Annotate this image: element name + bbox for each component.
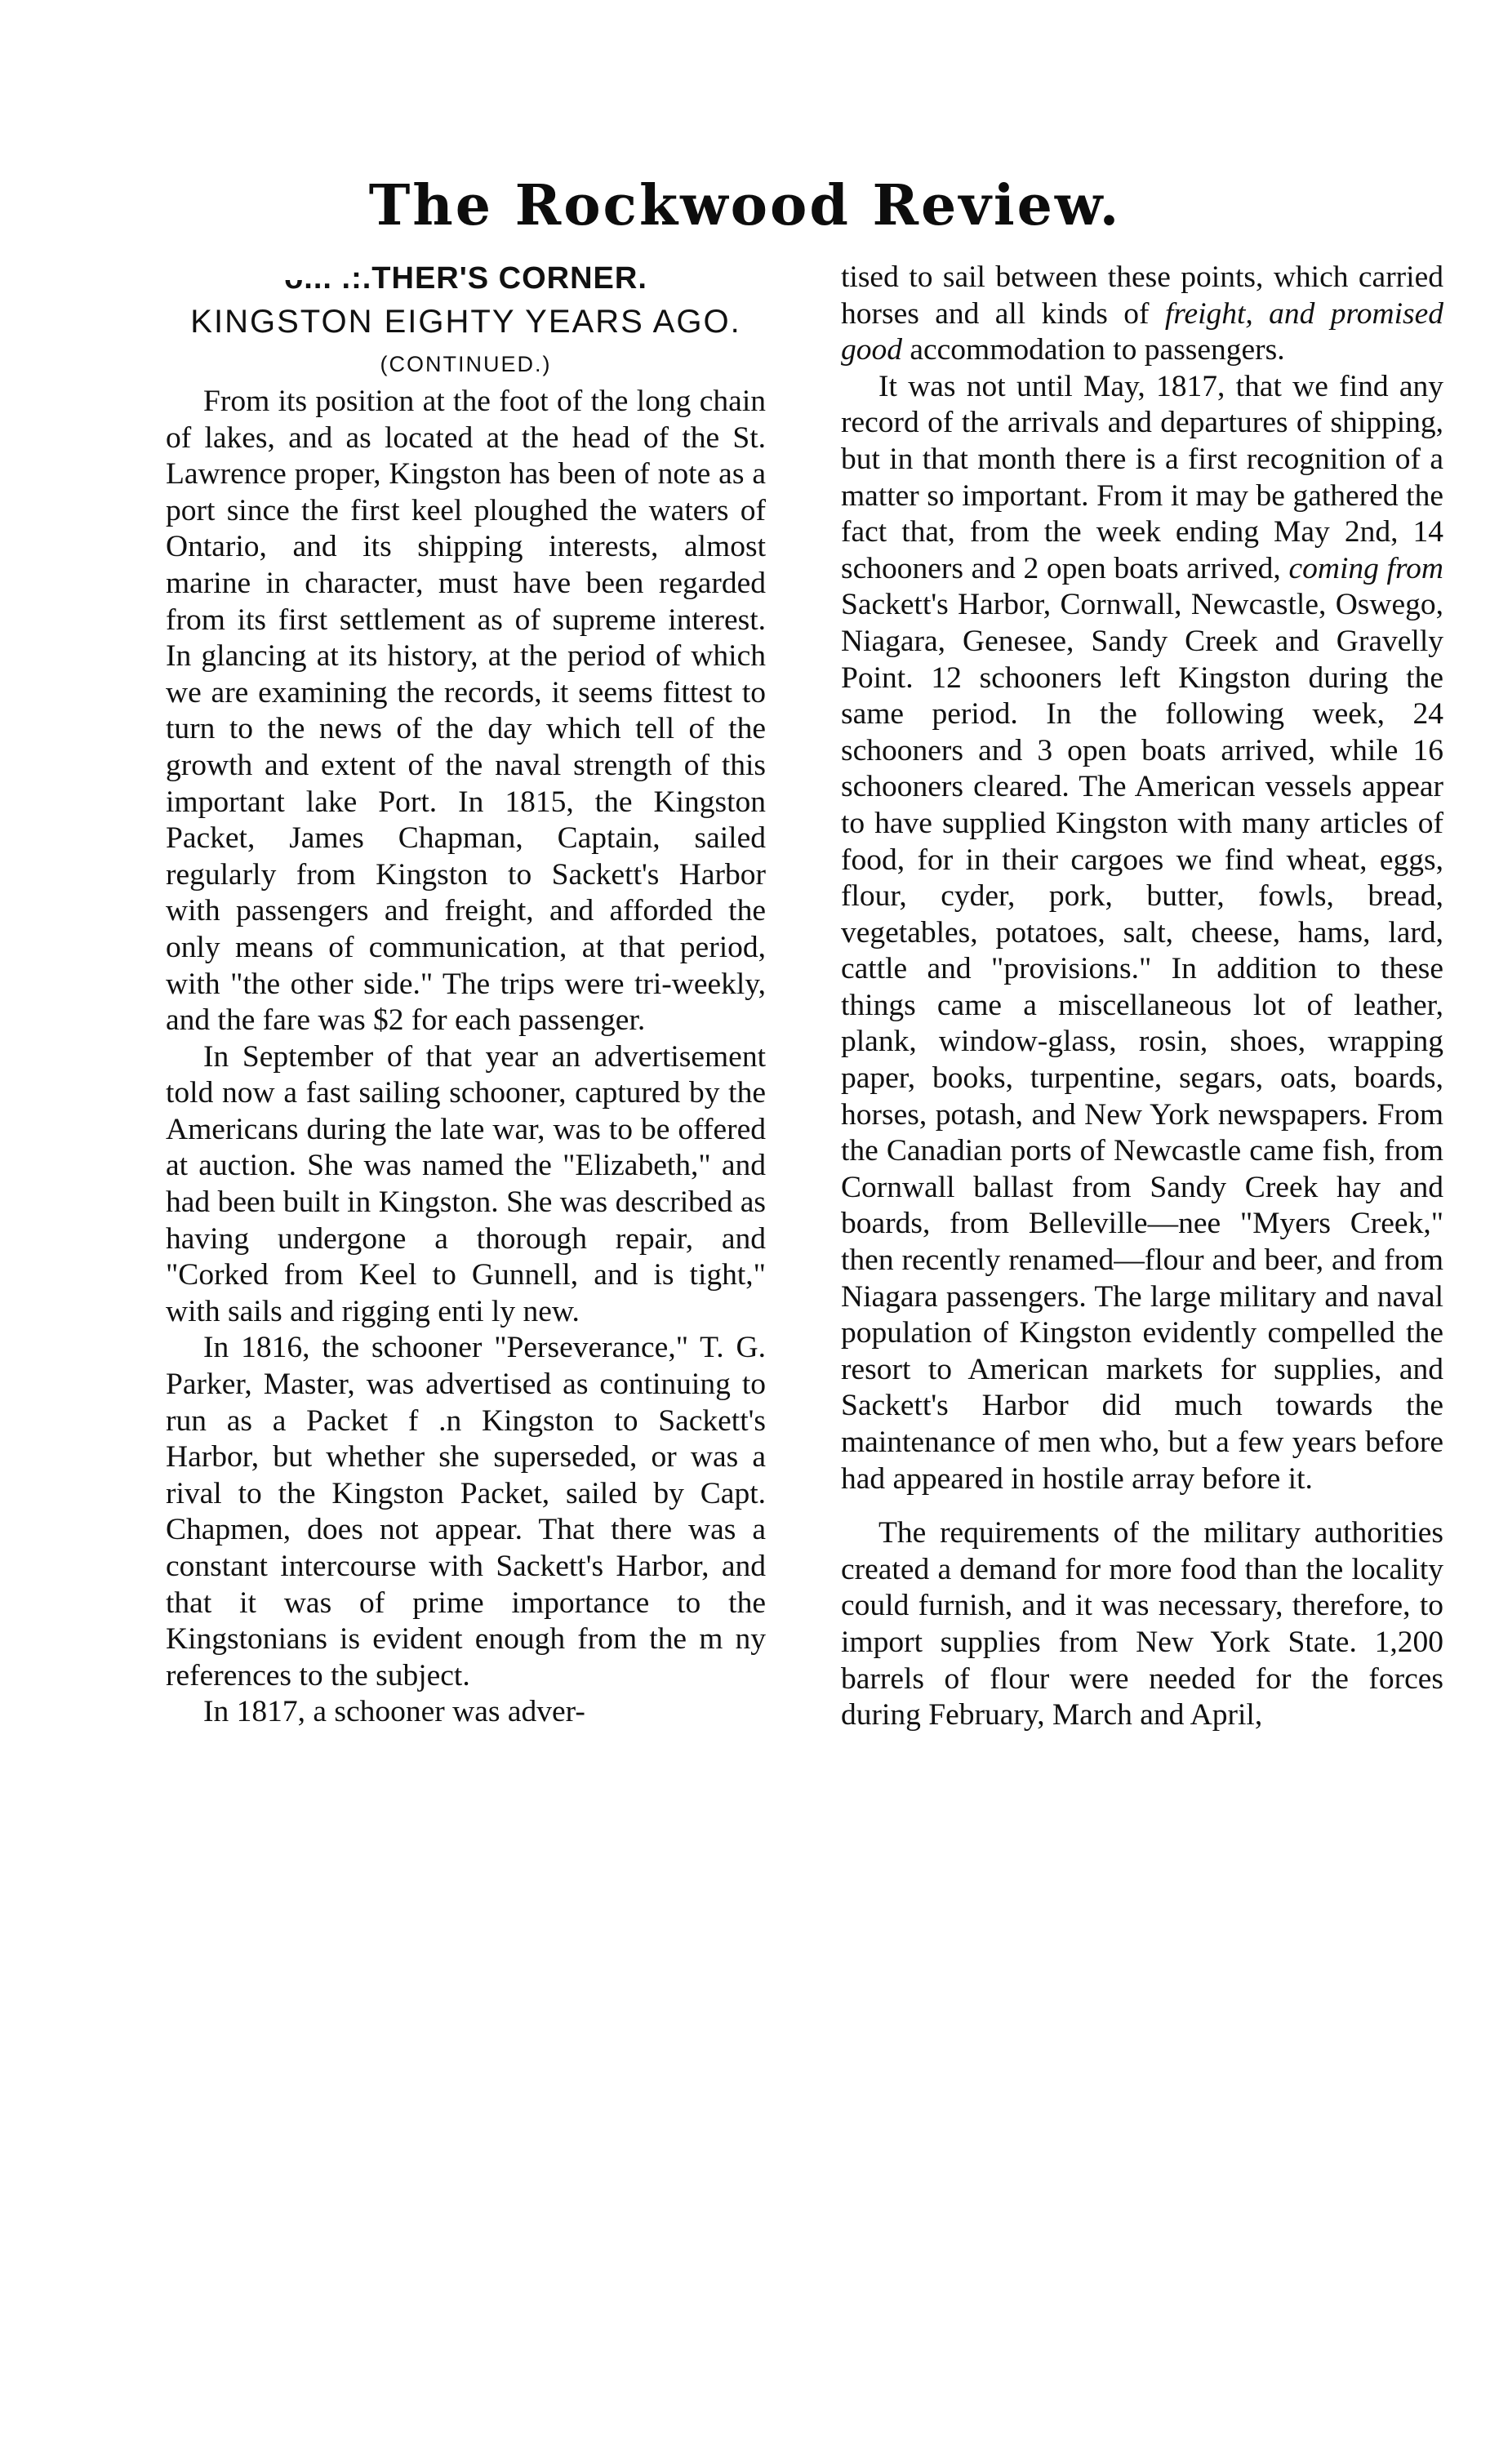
paragraph (841, 260, 1443, 369)
left-column (166, 260, 766, 1731)
paragraph: In 1817, a schooner was adver- (203, 1695, 585, 1729)
italic-run: freight, and promised good (841, 296, 1443, 367)
paragraph: The requirements of the military authorities created a demand for more food than the locality could furnish, and it was necessary, therefore, to import supplies from New York State. 1,200 barrels of flour were needed for the forces during February, March and April, (841, 1516, 1443, 1732)
paragraph: In September of that year an advertisement told now a fast sailing schooner, captured by the Americans during the late war, was to be offered at auction. She was named the "Elizabeth," and had been built in Kingston. She was described as having undergone a thorough repair, and "Corked from Keel to Gunnell, and is tight," with sails and rigging enti ly new. (166, 1039, 766, 1328)
masthead-title: The Rockwood Review. (368, 173, 1122, 238)
italic-run: coming from (1288, 551, 1443, 585)
paragraph: In 1816, the schooner "Perseverance," T. G. Parker, Master, was advertised as continuing to run as a Packet f .n Kingston to Sackett's Harbor, but whether she superseded, or was a rival to the Kingston Packet, sailed by Capt. Chapmen, does not appear. That there was a constant intercourse with Sackett's Harbor, and that it was of prime importance to the Kingstonians is evident enough from the m ny references to the subject. (166, 1331, 766, 1692)
paragraph (841, 369, 1443, 1497)
text-run: It was not until May, 1817, that we find any record of the arrivals and departures of shipping, but in that month there is a first recognition of a matter so important. From it may be gathered the fact that, from the week ending May 2nd, 14 schooners and 2 open boats arrived, (841, 369, 1443, 585)
right-column (841, 260, 1443, 1734)
continued-label: (CONTINUED.) (380, 352, 552, 376)
text-run: accommodation to passengers. (902, 333, 1285, 367)
article-title: KINGSTON EIGHTY YEARS AGO. (190, 304, 741, 340)
section-heading: ᴗ... .:.THER'S CORNER. (284, 261, 647, 296)
text-run: Sackett's Harbor, Cornwall, Newcastle, Oswego, Niagara, Genesee, Sandy Creek and Gravelly Point. 12 schooners left Kingston during the same period. In the following week, 24 schooners and 3 open boats arrived, while 16 schooners cleared. The American vessels appear to have supplied Kingston with many articles of food, for in their cargoes we find wheat, eggs, flour, cyder, pork, butter, fowls, bread, vegetables, potatoes, salt, cheese, hams, lard, cattle and "provisions." In addition to these things came a miscellaneous lot of leather, plank, window-glass, rosin, shoes, wrapping paper, books, turpentine, segars, oats, boards, horses, potash, and New York newspapers. From the Canadian ports of Newcastle came fish, from Cornwall ballast from Sandy Creek hay and boards, from Belleville—nee "Myers Creek," then recently renamed—flour and beer, and from Niagara passengers. The large military and naval population of Kingston evidently compelled the resort to American markets for supplies, and Sackett's Harbor did much towards the maintenance of men who, but a few years before had appeared in hostile array before it. (841, 588, 1443, 1496)
text-run: tised to sail between these points, which carried horses and all kinds of (841, 260, 1443, 331)
paragraph: From its position at the foot of the long chain of lakes, and as located at the head of the St. Lawrence proper, Kingston has been of note as a port since the first keel ploughed the waters of Ontario, and its shipping interests, almost marine in character, must have been regarded from its first settlement as of supreme interest. In glancing at its history, at the period of which we are examining the records, it seems fittest to turn to the news of the day which tell of the growth and extent of the naval strength of this important lake Port. In 1815, the Kingston Packet, James Chapman, Captain, sailed regularly from Kingston to Sackett's Harbor with passengers and freight, and afforded the only means of communication, at that period, with "the other side." The trips were tri-weekly, and the fare was $2 for each passenger. (166, 385, 766, 1038)
